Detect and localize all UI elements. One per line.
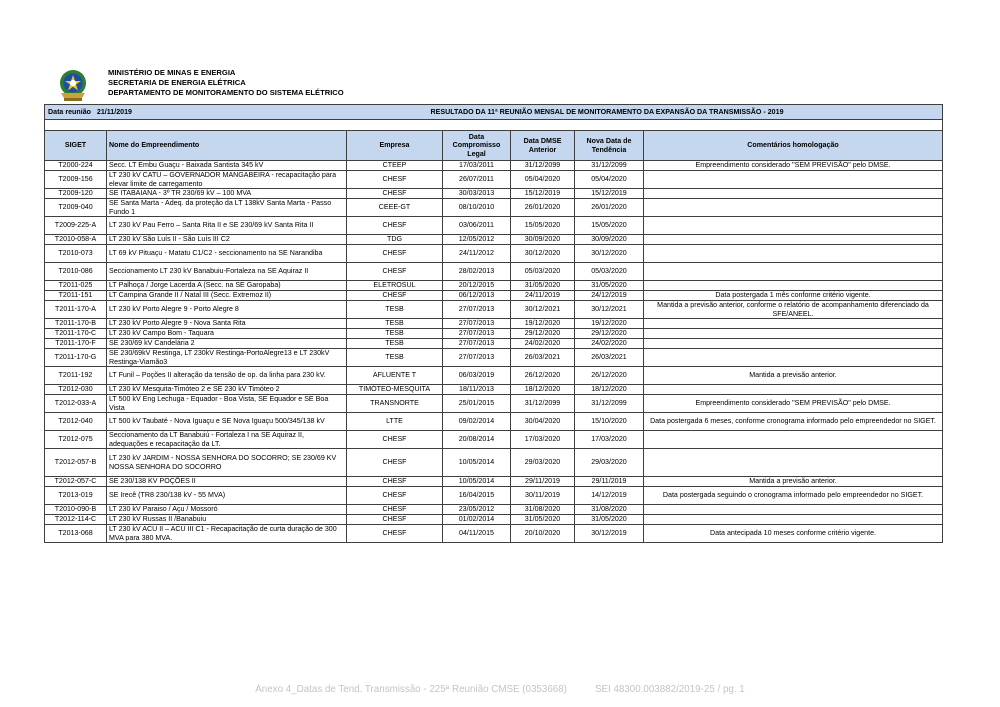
cell-empresa: CHESF bbox=[347, 189, 443, 199]
cell-empresa: ELETROSUL bbox=[347, 281, 443, 291]
cell-empresa: TRANSNORTE bbox=[347, 395, 443, 413]
footer-document: Anexo 4_Datas de Tend. Transmissão - 225ª Reunião CMSE (0353668) bbox=[255, 684, 567, 695]
cell-comentario: Data postergada 6 meses, conforme cronograma informado pelo empreendedor no SIGET. bbox=[644, 413, 943, 431]
cell-siget: T2010-073 bbox=[45, 245, 107, 263]
cell-tendencia: 31/12/2099 bbox=[575, 161, 644, 171]
cell-comentario: Data postergada seguindo o cronograma informado pelo empreendedor no SIGET. bbox=[644, 487, 943, 505]
cell-empresa: CHESF bbox=[347, 263, 443, 281]
cell-tendencia: 26/03/2021 bbox=[575, 349, 644, 367]
cell-nome: LT 230 kV Mesquita-Timóteo 2 e SE 230 kV Timóteo 2 bbox=[107, 385, 347, 395]
cell-tendencia: 18/12/2020 bbox=[575, 385, 644, 395]
cell-nome: SE 230/69 kV Candelária 2 bbox=[107, 339, 347, 349]
cell-comentario bbox=[644, 431, 943, 449]
cell-tendencia: 24/12/2019 bbox=[575, 291, 644, 301]
table-row bbox=[45, 395, 943, 413]
cell-comentario bbox=[644, 199, 943, 217]
cell-compromisso: 01/02/2014 bbox=[443, 515, 511, 525]
cell-tendencia: 15/05/2020 bbox=[575, 217, 644, 235]
cell-comentario bbox=[644, 171, 943, 189]
cell-compromisso: 27/07/2013 bbox=[443, 319, 511, 329]
cell-nome: LT 230 kV ACU II – ACU III C1 - Recapacitação de curta duração de 300 MVA para 380 MVA. bbox=[107, 525, 347, 543]
cell-nome: SE Santa Marta - Adeq. da proteção da LT 138kV Santa Marta - Passo Fundo 1 bbox=[107, 199, 347, 217]
cell-compromisso: 17/03/2011 bbox=[443, 161, 511, 171]
cell-compromisso: 20/08/2014 bbox=[443, 431, 511, 449]
cell-siget: T2011-151 bbox=[45, 291, 107, 301]
cell-comentario: Empreendimento considerado "SEM PREVISÃO" pelo DMSE. bbox=[644, 395, 943, 413]
cell-comentario bbox=[644, 263, 943, 281]
cell-tendencia: 30/12/2020 bbox=[575, 245, 644, 263]
col-nome: Nome do Empreendimento bbox=[107, 131, 347, 161]
cell-tendencia: 15/12/2019 bbox=[575, 189, 644, 199]
cell-compromisso: 26/07/2011 bbox=[443, 171, 511, 189]
table-row bbox=[45, 281, 943, 291]
cell-comentario bbox=[644, 339, 943, 349]
cell-dmse: 26/12/2020 bbox=[511, 367, 575, 385]
cell-compromisso: 18/11/2013 bbox=[443, 385, 511, 395]
cell-compromisso: 03/06/2011 bbox=[443, 217, 511, 235]
cell-nome: SE 230/69kV Restinga, LT 230kV Restinga-PortoAlegre13 e LT 230kV Restinga-Viamão3 bbox=[107, 349, 347, 367]
cell-siget: T2010-058-A bbox=[45, 235, 107, 245]
cell-empresa: CHESF bbox=[347, 487, 443, 505]
cell-dmse: 05/03/2020 bbox=[511, 263, 575, 281]
cell-tendencia: 29/12/2020 bbox=[575, 329, 644, 339]
cell-empresa: TIMÓTEO-MESQUITA bbox=[347, 385, 443, 395]
cell-nome: LT 230 kV Porto Alegre 9 - Porto Alegre 8 bbox=[107, 301, 347, 319]
cell-dmse: 30/12/2020 bbox=[511, 245, 575, 263]
transmission-table bbox=[44, 104, 943, 543]
table-row bbox=[45, 217, 943, 235]
cell-siget: T2011-170-B bbox=[45, 319, 107, 329]
cell-tendencia: 31/08/2020 bbox=[575, 505, 644, 515]
cell-compromisso: 10/05/2014 bbox=[443, 477, 511, 487]
cell-dmse: 30/09/2020 bbox=[511, 235, 575, 245]
cell-siget: T2013-019 bbox=[45, 487, 107, 505]
cell-siget: T2010-090-B bbox=[45, 505, 107, 515]
cell-empresa: AFLUENTE T bbox=[347, 367, 443, 385]
cell-nome: LT 230 kV São Luís II - São Luís III C2 bbox=[107, 235, 347, 245]
cell-compromisso: 27/07/2013 bbox=[443, 339, 511, 349]
cell-compromisso: 20/12/2015 bbox=[443, 281, 511, 291]
cell-siget: T2012-114-C bbox=[45, 515, 107, 525]
cell-dmse: 26/01/2020 bbox=[511, 199, 575, 217]
cell-tendencia: 05/04/2020 bbox=[575, 171, 644, 189]
cell-dmse: 24/11/2019 bbox=[511, 291, 575, 301]
cell-dmse: 30/12/2021 bbox=[511, 301, 575, 319]
cell-compromisso: 06/12/2013 bbox=[443, 291, 511, 301]
col-dmse: Data DMSE Anterior bbox=[511, 131, 575, 161]
cell-comentario bbox=[644, 505, 943, 515]
table-row bbox=[45, 301, 943, 319]
cell-empresa: CHESF bbox=[347, 291, 443, 301]
table-row bbox=[45, 385, 943, 395]
table-row bbox=[45, 235, 943, 245]
cell-tendencia: 29/11/2019 bbox=[575, 477, 644, 487]
table-row bbox=[45, 319, 943, 329]
cell-comentario: Data postergada 1 mês conforme critério vigente. bbox=[644, 291, 943, 301]
cell-dmse: 31/05/2020 bbox=[511, 515, 575, 525]
cell-nome: LT Palhoça / Jorge Lacerda A (Secc. na SE Garopaba) bbox=[107, 281, 347, 291]
coat-of-arms-icon bbox=[55, 67, 91, 103]
cell-tendencia: 24/02/2020 bbox=[575, 339, 644, 349]
cell-comentario: Mantida a previsão anterior. bbox=[644, 477, 943, 487]
table-row bbox=[45, 291, 943, 301]
table-row bbox=[45, 329, 943, 339]
cell-compromisso: 27/07/2013 bbox=[443, 329, 511, 339]
cell-dmse: 30/04/2020 bbox=[511, 413, 575, 431]
cell-dmse: 31/05/2020 bbox=[511, 281, 575, 291]
cell-siget: T2012-057-C bbox=[45, 477, 107, 487]
cell-nome: LT 230 kV CATU – GOVERNADOR MANGABEIRA - recapacitação para elevar limite de carregamento bbox=[107, 171, 347, 189]
cell-compromisso: 08/10/2010 bbox=[443, 199, 511, 217]
cell-tendencia: 31/05/2020 bbox=[575, 281, 644, 291]
cell-tendencia: 30/12/2021 bbox=[575, 301, 644, 319]
table-row bbox=[45, 487, 943, 505]
cell-dmse: 19/12/2020 bbox=[511, 319, 575, 329]
cell-empresa: CHESF bbox=[347, 449, 443, 477]
report-title: RESULTADO DA 11ª REUNIÃO MENSAL DE MONITORAMENTO DA EXPANSÃO DA TRANSMISSÃO - 2019 bbox=[430, 107, 784, 116]
col-compromisso: Data Compromisso Legal bbox=[443, 131, 511, 161]
table-row bbox=[45, 525, 943, 543]
cell-siget: T2000-224 bbox=[45, 161, 107, 171]
cell-tendencia: 15/10/2020 bbox=[575, 413, 644, 431]
footer-page: SEI 48300.003882/2019-25 / pg. 1 bbox=[594, 684, 745, 695]
cell-empresa: TESB bbox=[347, 329, 443, 339]
cell-dmse: 15/12/2019 bbox=[511, 189, 575, 199]
cell-tendencia: 30/12/2019 bbox=[575, 525, 644, 543]
cell-empresa: LTTE bbox=[347, 413, 443, 431]
cell-comentario bbox=[644, 319, 943, 329]
cell-tendencia: 17/03/2020 bbox=[575, 431, 644, 449]
cell-comentario bbox=[644, 217, 943, 235]
cell-dmse: 31/08/2020 bbox=[511, 505, 575, 515]
table-row bbox=[45, 189, 943, 199]
department-name: DEPARTAMENTO DE MONITORAMENTO DO SISTEMA ELÉTRICO bbox=[108, 88, 344, 98]
cell-nome: Seccionamento da LT Banabuiú - Fortaleza I na SE Aquiraz II, adequações e recapacitação da LT. bbox=[107, 431, 347, 449]
cell-comentario bbox=[644, 385, 943, 395]
cell-siget: T2013-068 bbox=[45, 525, 107, 543]
cell-siget: T2012-075 bbox=[45, 431, 107, 449]
cell-tendencia: 29/03/2020 bbox=[575, 449, 644, 477]
cell-empresa: TESB bbox=[347, 301, 443, 319]
cell-nome: LT 230 kV JARDIM - NOSSA SENHORA DO SOCORRO; SE 230/69 KV NOSSA SENHORA DO SOCORRO bbox=[107, 449, 347, 477]
cell-siget: T2010-086 bbox=[45, 263, 107, 281]
cell-nome: SE Irecê (TR8 230/138 kV - 55 MVA) bbox=[107, 487, 347, 505]
cell-nome: LT 230 kV Pau Ferro – Santa Rita II e SE 230/69 kV Santa Rita II bbox=[107, 217, 347, 235]
cell-siget: T2011-170-F bbox=[45, 339, 107, 349]
cell-dmse: 31/12/2099 bbox=[511, 395, 575, 413]
cell-siget: T2011-025 bbox=[45, 281, 107, 291]
cell-siget: T2012-033-A bbox=[45, 395, 107, 413]
cell-siget: T2011-192 bbox=[45, 367, 107, 385]
cell-tendencia: 05/03/2020 bbox=[575, 263, 644, 281]
cell-dmse: 29/11/2019 bbox=[511, 477, 575, 487]
cell-nome: SE 230/138 KV POÇÕES II bbox=[107, 477, 347, 487]
table-row bbox=[45, 263, 943, 281]
cell-comentario bbox=[644, 281, 943, 291]
cell-tendencia: 19/12/2020 bbox=[575, 319, 644, 329]
cell-dmse: 29/03/2020 bbox=[511, 449, 575, 477]
cell-dmse: 30/11/2019 bbox=[511, 487, 575, 505]
cell-siget: T2012-057-B bbox=[45, 449, 107, 477]
cell-dmse: 18/12/2020 bbox=[511, 385, 575, 395]
cell-nome: LT 500 kV Eng Lechuga - Equador - Boa Vista, SE Equador e SE Boa Vista bbox=[107, 395, 347, 413]
cell-empresa: CTEEP bbox=[347, 161, 443, 171]
cell-comentario: Empreendimento considerado "SEM PREVISÃO" pelo DMSE. bbox=[644, 161, 943, 171]
cell-dmse: 20/10/2020 bbox=[511, 525, 575, 543]
meeting-date-label: Data reunião bbox=[48, 107, 91, 116]
cell-siget: T2009-040 bbox=[45, 199, 107, 217]
cell-tendencia: 30/09/2020 bbox=[575, 235, 644, 245]
cell-siget: T2011-170-A bbox=[45, 301, 107, 319]
cell-compromisso: 24/11/2012 bbox=[443, 245, 511, 263]
cell-dmse: 15/05/2020 bbox=[511, 217, 575, 235]
cell-comentario bbox=[644, 449, 943, 477]
cell-siget: T2009-225-A bbox=[45, 217, 107, 235]
cell-siget: T2012-040 bbox=[45, 413, 107, 431]
cell-comentario bbox=[644, 329, 943, 339]
cell-nome: LT 230 kV Campo Bom - Taquara bbox=[107, 329, 347, 339]
cell-empresa: CHESF bbox=[347, 505, 443, 515]
table-row bbox=[45, 349, 943, 367]
cell-nome: SE ITABAIANA - 3º TR 230/69 kV – 100 MVA bbox=[107, 189, 347, 199]
cell-nome: LT 69 kV Pituaçu - Matatu C1/C2 - seccionamento na SE Narandiba bbox=[107, 245, 347, 263]
table-row bbox=[45, 477, 943, 487]
cell-nome: LT 230 kV Paraiso / Açu / Mossoró bbox=[107, 505, 347, 515]
meeting-row bbox=[45, 105, 943, 120]
cell-compromisso: 04/11/2015 bbox=[443, 525, 511, 543]
organization-lines bbox=[108, 68, 344, 99]
cell-compromisso: 10/05/2014 bbox=[443, 449, 511, 477]
cell-nome: LT 230 kV Russas II /Banabuiu bbox=[107, 515, 347, 525]
col-empresa: Empresa bbox=[347, 131, 443, 161]
secretariat-name: SECRETARIA DE ENERGIA ELÉTRICA bbox=[108, 78, 246, 88]
cell-nome: LT Funil – Poções II alteração da tensão de op. da linha para 230 kV. bbox=[107, 367, 347, 385]
cell-compromisso: 09/02/2014 bbox=[443, 413, 511, 431]
cell-compromisso: 28/02/2013 bbox=[443, 263, 511, 281]
cell-dmse: 17/03/2020 bbox=[511, 431, 575, 449]
cell-tendencia: 26/12/2020 bbox=[575, 367, 644, 385]
table-row bbox=[45, 431, 943, 449]
cell-tendencia: 31/12/2099 bbox=[575, 395, 644, 413]
table-row bbox=[45, 449, 943, 477]
cell-nome: LT 500 kV Taubaté - Nova Iguaçu e SE Nova Iguaçu 500/345/138 kV bbox=[107, 413, 347, 431]
cell-empresa: TESB bbox=[347, 319, 443, 329]
cell-compromisso: 30/03/2013 bbox=[443, 189, 511, 199]
cell-comentario: Data antecipada 10 meses conforme critério vigente. bbox=[644, 525, 943, 543]
col-siget: SIGET bbox=[45, 131, 107, 161]
cell-tendencia: 31/05/2020 bbox=[575, 515, 644, 525]
meeting-date: 21/11/2019 bbox=[96, 107, 133, 116]
cell-siget: T2012-030 bbox=[45, 385, 107, 395]
cell-compromisso: 06/03/2019 bbox=[443, 367, 511, 385]
col-comentarios: Comentários homologação bbox=[644, 131, 943, 161]
table-row bbox=[45, 245, 943, 263]
cell-siget: T2011-170-C bbox=[45, 329, 107, 339]
table-row bbox=[45, 505, 943, 515]
cell-nome: Secc. LT Embu Guaçu - Baixada Santista 345 kV bbox=[107, 161, 347, 171]
cell-compromisso: 25/01/2015 bbox=[443, 395, 511, 413]
cell-siget: T2011-170-G bbox=[45, 349, 107, 367]
cell-compromisso: 23/05/2012 bbox=[443, 505, 511, 515]
cell-nome: Seccionamento LT 230 kV Banabuiu-Fortaleza na SE Aquiraz II bbox=[107, 263, 347, 281]
cell-empresa: CHESF bbox=[347, 171, 443, 189]
cell-compromisso: 12/05/2012 bbox=[443, 235, 511, 245]
cell-dmse: 31/12/2099 bbox=[511, 161, 575, 171]
cell-siget: T2009-156 bbox=[45, 171, 107, 189]
cell-compromisso: 27/07/2013 bbox=[443, 301, 511, 319]
col-tendencia: Nova Data de Tendência bbox=[575, 131, 644, 161]
cell-comentario bbox=[644, 245, 943, 263]
cell-empresa: CHESF bbox=[347, 217, 443, 235]
cell-empresa: TDG bbox=[347, 235, 443, 245]
table-row bbox=[45, 367, 943, 385]
table-row bbox=[45, 413, 943, 431]
cell-tendencia: 14/12/2019 bbox=[575, 487, 644, 505]
cell-dmse: 26/03/2021 bbox=[511, 349, 575, 367]
cell-compromisso: 16/04/2015 bbox=[443, 487, 511, 505]
cell-empresa: TESB bbox=[347, 339, 443, 349]
spacer-row bbox=[45, 120, 943, 131]
cell-comentario bbox=[644, 349, 943, 367]
cell-empresa: CEEE-GT bbox=[347, 199, 443, 217]
table-row bbox=[45, 171, 943, 189]
cell-empresa: CHESF bbox=[347, 525, 443, 543]
cell-comentario: Mantida a previsão anterior, conforme o relatório de acompanhamento diferenciado da SFE/ANEEL. bbox=[644, 301, 943, 319]
page-footer bbox=[0, 684, 1000, 695]
cell-dmse: 24/02/2020 bbox=[511, 339, 575, 349]
cell-comentario bbox=[644, 235, 943, 245]
column-header-row bbox=[45, 131, 943, 161]
cell-siget: T2009-120 bbox=[45, 189, 107, 199]
cell-comentario bbox=[644, 189, 943, 199]
cell-empresa: CHESF bbox=[347, 431, 443, 449]
cell-empresa: CHESF bbox=[347, 477, 443, 487]
cell-dmse: 05/04/2020 bbox=[511, 171, 575, 189]
ministry-name: MINISTÉRIO DE MINAS E ENERGIA bbox=[108, 68, 236, 77]
cell-empresa: TESB bbox=[347, 349, 443, 367]
cell-tendencia: 26/01/2020 bbox=[575, 199, 644, 217]
table-row bbox=[45, 199, 943, 217]
table-row bbox=[45, 161, 943, 171]
cell-empresa: CHESF bbox=[347, 245, 443, 263]
cell-comentario: Mantida a previsão anterior. bbox=[644, 367, 943, 385]
table-row bbox=[45, 515, 943, 525]
cell-nome: LT 230 kV Porto Alegre 9 - Nova Santa Rita bbox=[107, 319, 347, 329]
cell-dmse: 29/12/2020 bbox=[511, 329, 575, 339]
cell-comentario bbox=[644, 515, 943, 525]
table-row bbox=[45, 339, 943, 349]
cell-empresa: CHESF bbox=[347, 515, 443, 525]
cell-nome: LT Campina Grande II / Natal III (Secc. Extremoz II) bbox=[107, 291, 347, 301]
cell-compromisso: 27/07/2013 bbox=[443, 349, 511, 367]
